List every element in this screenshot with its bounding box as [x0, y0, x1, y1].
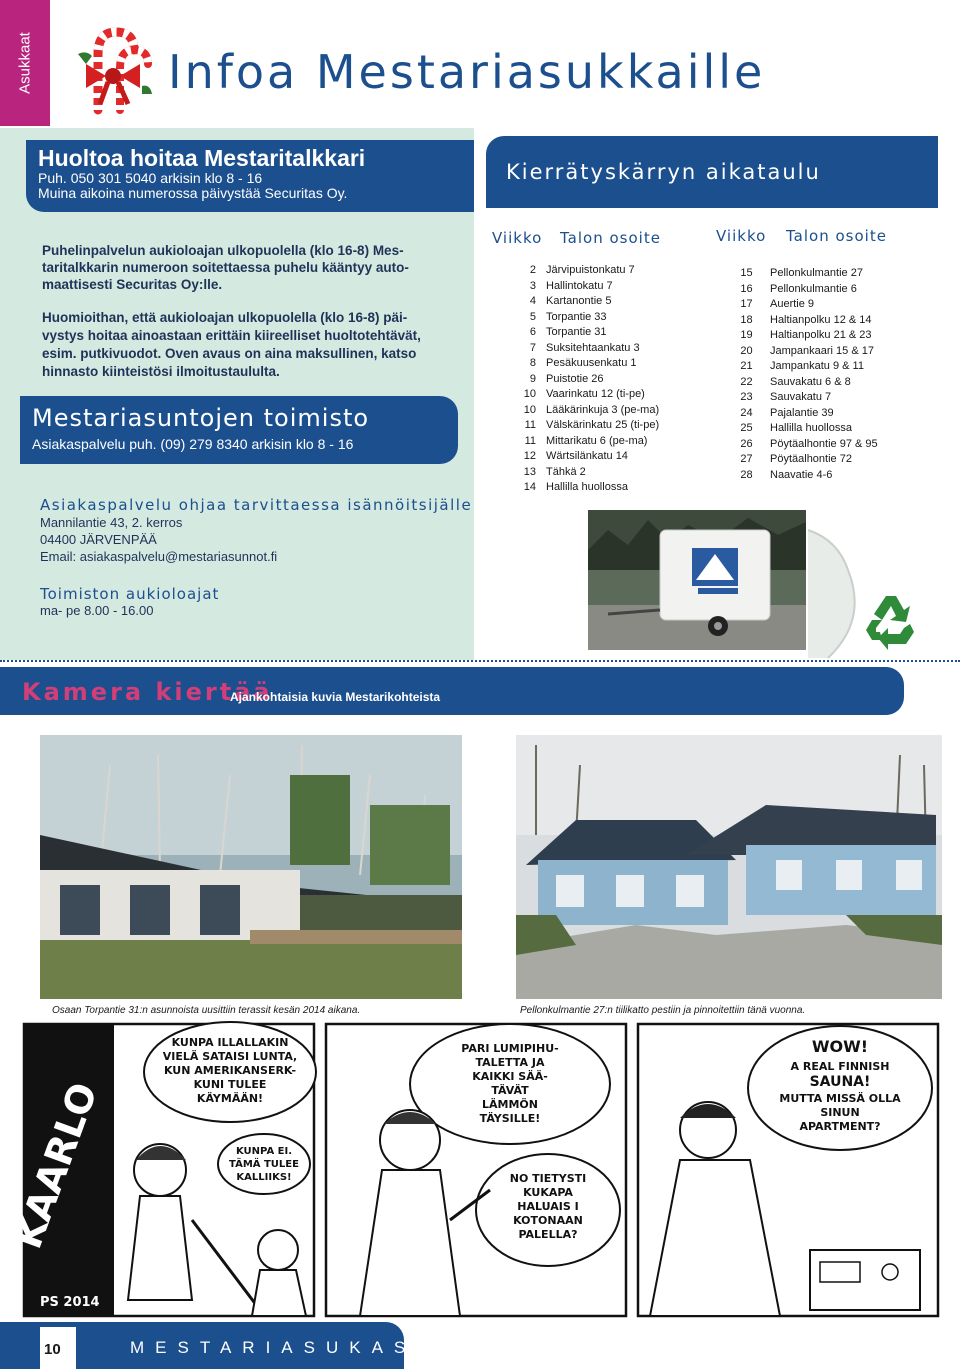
schedule-address: Torpantie 31: [546, 326, 607, 338]
schedule-week: 11: [524, 419, 536, 431]
schedule-week: 2: [529, 264, 536, 276]
schedule-address: Tähkä 2: [546, 465, 586, 478]
comic-text: KUNPA EI.: [235, 1146, 293, 1157]
schedule-address: Pellonkulmantie 27: [770, 267, 863, 279]
schedule-row: [512, 418, 659, 434]
paragraph-line: taritalkkarin numeroon soitettaessa puhelu kääntyy auto-: [42, 260, 409, 275]
comic-text: KUKAPA: [523, 1186, 573, 1199]
schedule-address: Mittarikatu 6 (pe-ma): [546, 434, 648, 447]
comic-text: KUNI TULEE: [193, 1078, 267, 1091]
schedule-week: 9: [529, 372, 536, 385]
schedule-address: Lääkärinkuja 3 (pe-ma): [546, 403, 660, 416]
page-title: Infoa Mestariasukkaille: [168, 45, 766, 99]
comic-text: SAUNA!: [809, 1074, 871, 1090]
schedule-row: [512, 449, 659, 465]
schedule-row: [740, 344, 878, 360]
schedule-address: Haltianpolku 12 & 14: [770, 313, 872, 326]
comic-text: TÄMÄ TULEE: [229, 1159, 299, 1170]
comic-text: A REAL FINNISH: [790, 1060, 890, 1073]
schedule-week: 17: [740, 298, 753, 310]
schedule-row: [740, 452, 878, 468]
comic-text: MUTTA MISSÄ OLLA: [779, 1092, 901, 1105]
comic-strip: [5, 1020, 942, 1320]
schedule-row: [512, 434, 659, 450]
schedule-row: [740, 328, 878, 344]
schedule-row: [512, 279, 659, 295]
service-phone: Puh. 050 301 5040 arkisin klo 8 - 16: [38, 170, 263, 186]
schedule-week: 26: [740, 437, 753, 450]
schedule-list-weeks-15-28: [740, 266, 878, 483]
schedule-list-weeks-2-14: [512, 263, 659, 496]
comic-text: NO TIETYSTI: [509, 1172, 587, 1185]
office-address-street: Mannilantie 43, 2. kerros: [40, 515, 183, 530]
schedule-row: [740, 313, 878, 329]
comic-text: KUN AMERIKANSERK-: [163, 1064, 297, 1077]
comic-text: VIELÄ SATAISI LUNTA,: [162, 1050, 298, 1063]
comic-text: SINUN: [820, 1106, 860, 1119]
schedule-week: 12: [523, 450, 536, 462]
photo-caption: Pellonkulmantie 27:n tiilikatto pestiin ja pinnoitettiin tänä vuonna.: [520, 1005, 806, 1016]
schedule-row: [512, 387, 659, 403]
paragraph-line: Huomioithan, että aukioloajan ulkopuolella (klo 16-8) päi-: [42, 310, 408, 325]
schedule-address: Hallintokatu 7: [546, 279, 613, 292]
candy-cane-decoration-icon: [72, 24, 154, 116]
comic-signature: PS 2014: [40, 1295, 100, 1310]
schedule-row: [512, 341, 659, 357]
schedule-address: Jampankatu 9 & 11: [770, 360, 864, 372]
schedule-address: Puistotie 26: [546, 372, 604, 385]
schedule-week: 7: [529, 341, 536, 354]
schedule-address: Wärtsilänkatu 14: [546, 450, 628, 462]
comic-text: TALETTA JA: [475, 1056, 545, 1069]
recycling-icon: [808, 530, 942, 658]
week-column-header: Viikko: [492, 229, 543, 247]
schedule-address: Vaarinkatu 12 (ti-pe): [546, 388, 645, 400]
camera-subtitle: Ajankohtaisia kuvia Mestarikohteista: [230, 690, 441, 704]
comic-text: KUNPA ILLALLAKIN: [171, 1036, 289, 1049]
schedule-week: 19: [740, 329, 753, 341]
comic-text: TÄVÄT: [491, 1084, 529, 1097]
comic-text: KALLIIKS!: [236, 1172, 292, 1183]
office-hours-heading: Toimiston aukioloajat: [40, 585, 220, 603]
section-divider: [0, 660, 960, 662]
schedule-row: [740, 266, 878, 282]
emergency-paragraph: [42, 309, 452, 381]
schedule-row: [512, 372, 659, 388]
schedule-address: Pajalantie 39: [770, 406, 834, 419]
schedule-row: [740, 297, 878, 313]
schedule-address: Jampankaari 15 & 17: [770, 344, 874, 357]
schedule-week: 3: [529, 279, 536, 292]
terrace-house-photo: [40, 735, 462, 999]
schedule-week: 6: [529, 326, 536, 338]
schedule-row: [512, 294, 659, 310]
schedule-address: Järvipuistonkatu 7: [546, 264, 635, 276]
photo-caption: Osaan Torpantie 31:n asunnoista uusittiin terassit kesän 2014 aikana.: [52, 1005, 361, 1016]
schedule-week: 14: [523, 481, 536, 493]
comic-text: KÄYMÄÄN!: [196, 1092, 264, 1105]
magazine-name: MESTARIASUKAS: [130, 1338, 417, 1357]
page-number: 10: [44, 1341, 61, 1358]
service-after-hours: Muina aikoina numerossa päivystää Securitas Oy.: [38, 185, 348, 201]
schedule-week: 11: [524, 434, 536, 447]
comic-text: TÄYSILLE!: [479, 1112, 541, 1125]
schedule-week: 10: [523, 403, 536, 416]
schedule-week: 8: [529, 357, 536, 369]
comic-text: APARTMENT?: [799, 1120, 881, 1133]
schedule-row: [512, 403, 659, 419]
paragraph-line: esim. putkivuodot. Oven avaus on aina maksullinen, katso: [42, 346, 417, 361]
address-column-header: Talon osoite: [786, 227, 887, 245]
schedule-row: [512, 263, 659, 279]
camera-title: Kamera kiertää: [22, 678, 273, 706]
guide-heading: Asiakaspalvelu ohjaa tarvittaessa isännöitsijälle: [40, 496, 473, 514]
schedule-week: 21: [740, 360, 753, 372]
comic-text: PARI LUMIPIHU-: [461, 1042, 559, 1055]
schedule-row: [740, 390, 878, 406]
paragraph-line: vystys hoitaa ainoastaan erittäin kiireelliset huoltotehtävät,: [42, 328, 421, 343]
schedule-week: 16: [740, 282, 753, 295]
comic-text: KOTONAAN: [513, 1214, 583, 1227]
schedule-week: 13: [523, 465, 536, 478]
recycling-trailer-photo: [588, 510, 806, 650]
comic-side-text: KAARLO: [5, 1076, 106, 1255]
schedule-address: Pöytäalhontie 72: [770, 453, 852, 465]
address-column-header: Talon osoite: [560, 229, 661, 247]
schedule-address: Auertie 9: [770, 298, 815, 310]
comic-text: PALELLA?: [518, 1228, 578, 1241]
office-address-city: 04400 JÄRVENPÄÄ: [40, 532, 157, 547]
schedule-address: Pellonkulmantie 6: [770, 282, 857, 295]
schedule-address: Sauvakatu 7: [770, 391, 832, 403]
paragraph-line: Puhelinpalvelun aukioloajan ulkopuolella (klo 16-8) Mes-: [42, 243, 404, 258]
schedule-week: 10: [523, 388, 536, 400]
schedule-row: [512, 480, 659, 496]
schedule-address: Pöytäalhontie 97 & 95: [770, 437, 878, 450]
schedule-week: 20: [740, 344, 753, 357]
schedule-week: 5: [529, 310, 536, 323]
schedule-address: Sauvakatu 6 & 8: [770, 375, 851, 388]
after-hours-paragraph: [42, 242, 452, 293]
office-title: Mestariasuntojen toimisto: [32, 404, 370, 432]
office-email[interactable]: Email: asiakaspalvelu@mestariasunnot.fi: [40, 549, 278, 564]
schedule-row: [740, 468, 878, 484]
schedule-row: [740, 359, 878, 375]
schedule-week: 28: [740, 468, 753, 481]
schedule-address: Torpantie 33: [546, 310, 607, 323]
schedule-address: Hallilla huollossa: [770, 422, 852, 434]
schedule-week: 22: [740, 375, 753, 388]
section-tab: [0, 0, 50, 126]
paragraph-line: hinnasto kiinteistösi ilmoitustaululta.: [42, 364, 280, 379]
service-title: Huoltoa hoitaa Mestaritalkkari: [38, 145, 366, 171]
schedule-address: Pesäkuusenkatu 1: [546, 357, 637, 369]
schedule-week: 4: [529, 295, 536, 307]
section-tab-label: Asukkaat: [16, 32, 34, 94]
schedule-row: [512, 356, 659, 372]
schedule-row: [512, 325, 659, 341]
office-phone: Asiakaspalvelu puh. (09) 279 8340 arkisin klo 8 - 16: [32, 436, 354, 452]
comic-text: LÄMMÖN: [482, 1098, 538, 1111]
schedule-week: 23: [740, 391, 753, 403]
schedule-row: [512, 310, 659, 326]
comic-text: HALUAIS I: [517, 1200, 579, 1213]
schedule-week: 25: [740, 422, 753, 434]
house-roof-photo: [516, 735, 942, 999]
comic-text: KAIKKI SÄÄ-: [472, 1070, 548, 1083]
schedule-row: [740, 406, 878, 422]
comic-text: WOW!: [811, 1037, 869, 1056]
schedule-address: Suksitehtaankatu 3: [546, 341, 640, 354]
schedule-row: [740, 437, 878, 453]
schedule-title: Kierrätyskärryn aikataulu: [506, 160, 821, 184]
office-hours: ma- pe 8.00 - 16.00: [40, 603, 154, 618]
schedule-row: [740, 375, 878, 391]
schedule-address: Haltianpolku 21 & 23: [770, 329, 872, 341]
schedule-address: Naavatie 4-6: [770, 468, 833, 481]
schedule-row: [740, 282, 878, 298]
schedule-address: Hallilla huollossa: [546, 481, 628, 493]
schedule-row: [512, 465, 659, 481]
schedule-week: 24: [740, 406, 753, 419]
paragraph-line: maattisesti Securitas Oy:lle.: [42, 277, 223, 292]
schedule-week: 27: [740, 453, 753, 465]
schedule-row: [740, 421, 878, 437]
schedule-week: 18: [740, 313, 753, 326]
week-column-header: Viikko: [716, 227, 767, 245]
schedule-address: Välskärinkatu 25 (ti-pe): [546, 419, 660, 431]
schedule-address: Kartanontie 5: [546, 295, 612, 307]
schedule-week: 15: [740, 267, 753, 279]
